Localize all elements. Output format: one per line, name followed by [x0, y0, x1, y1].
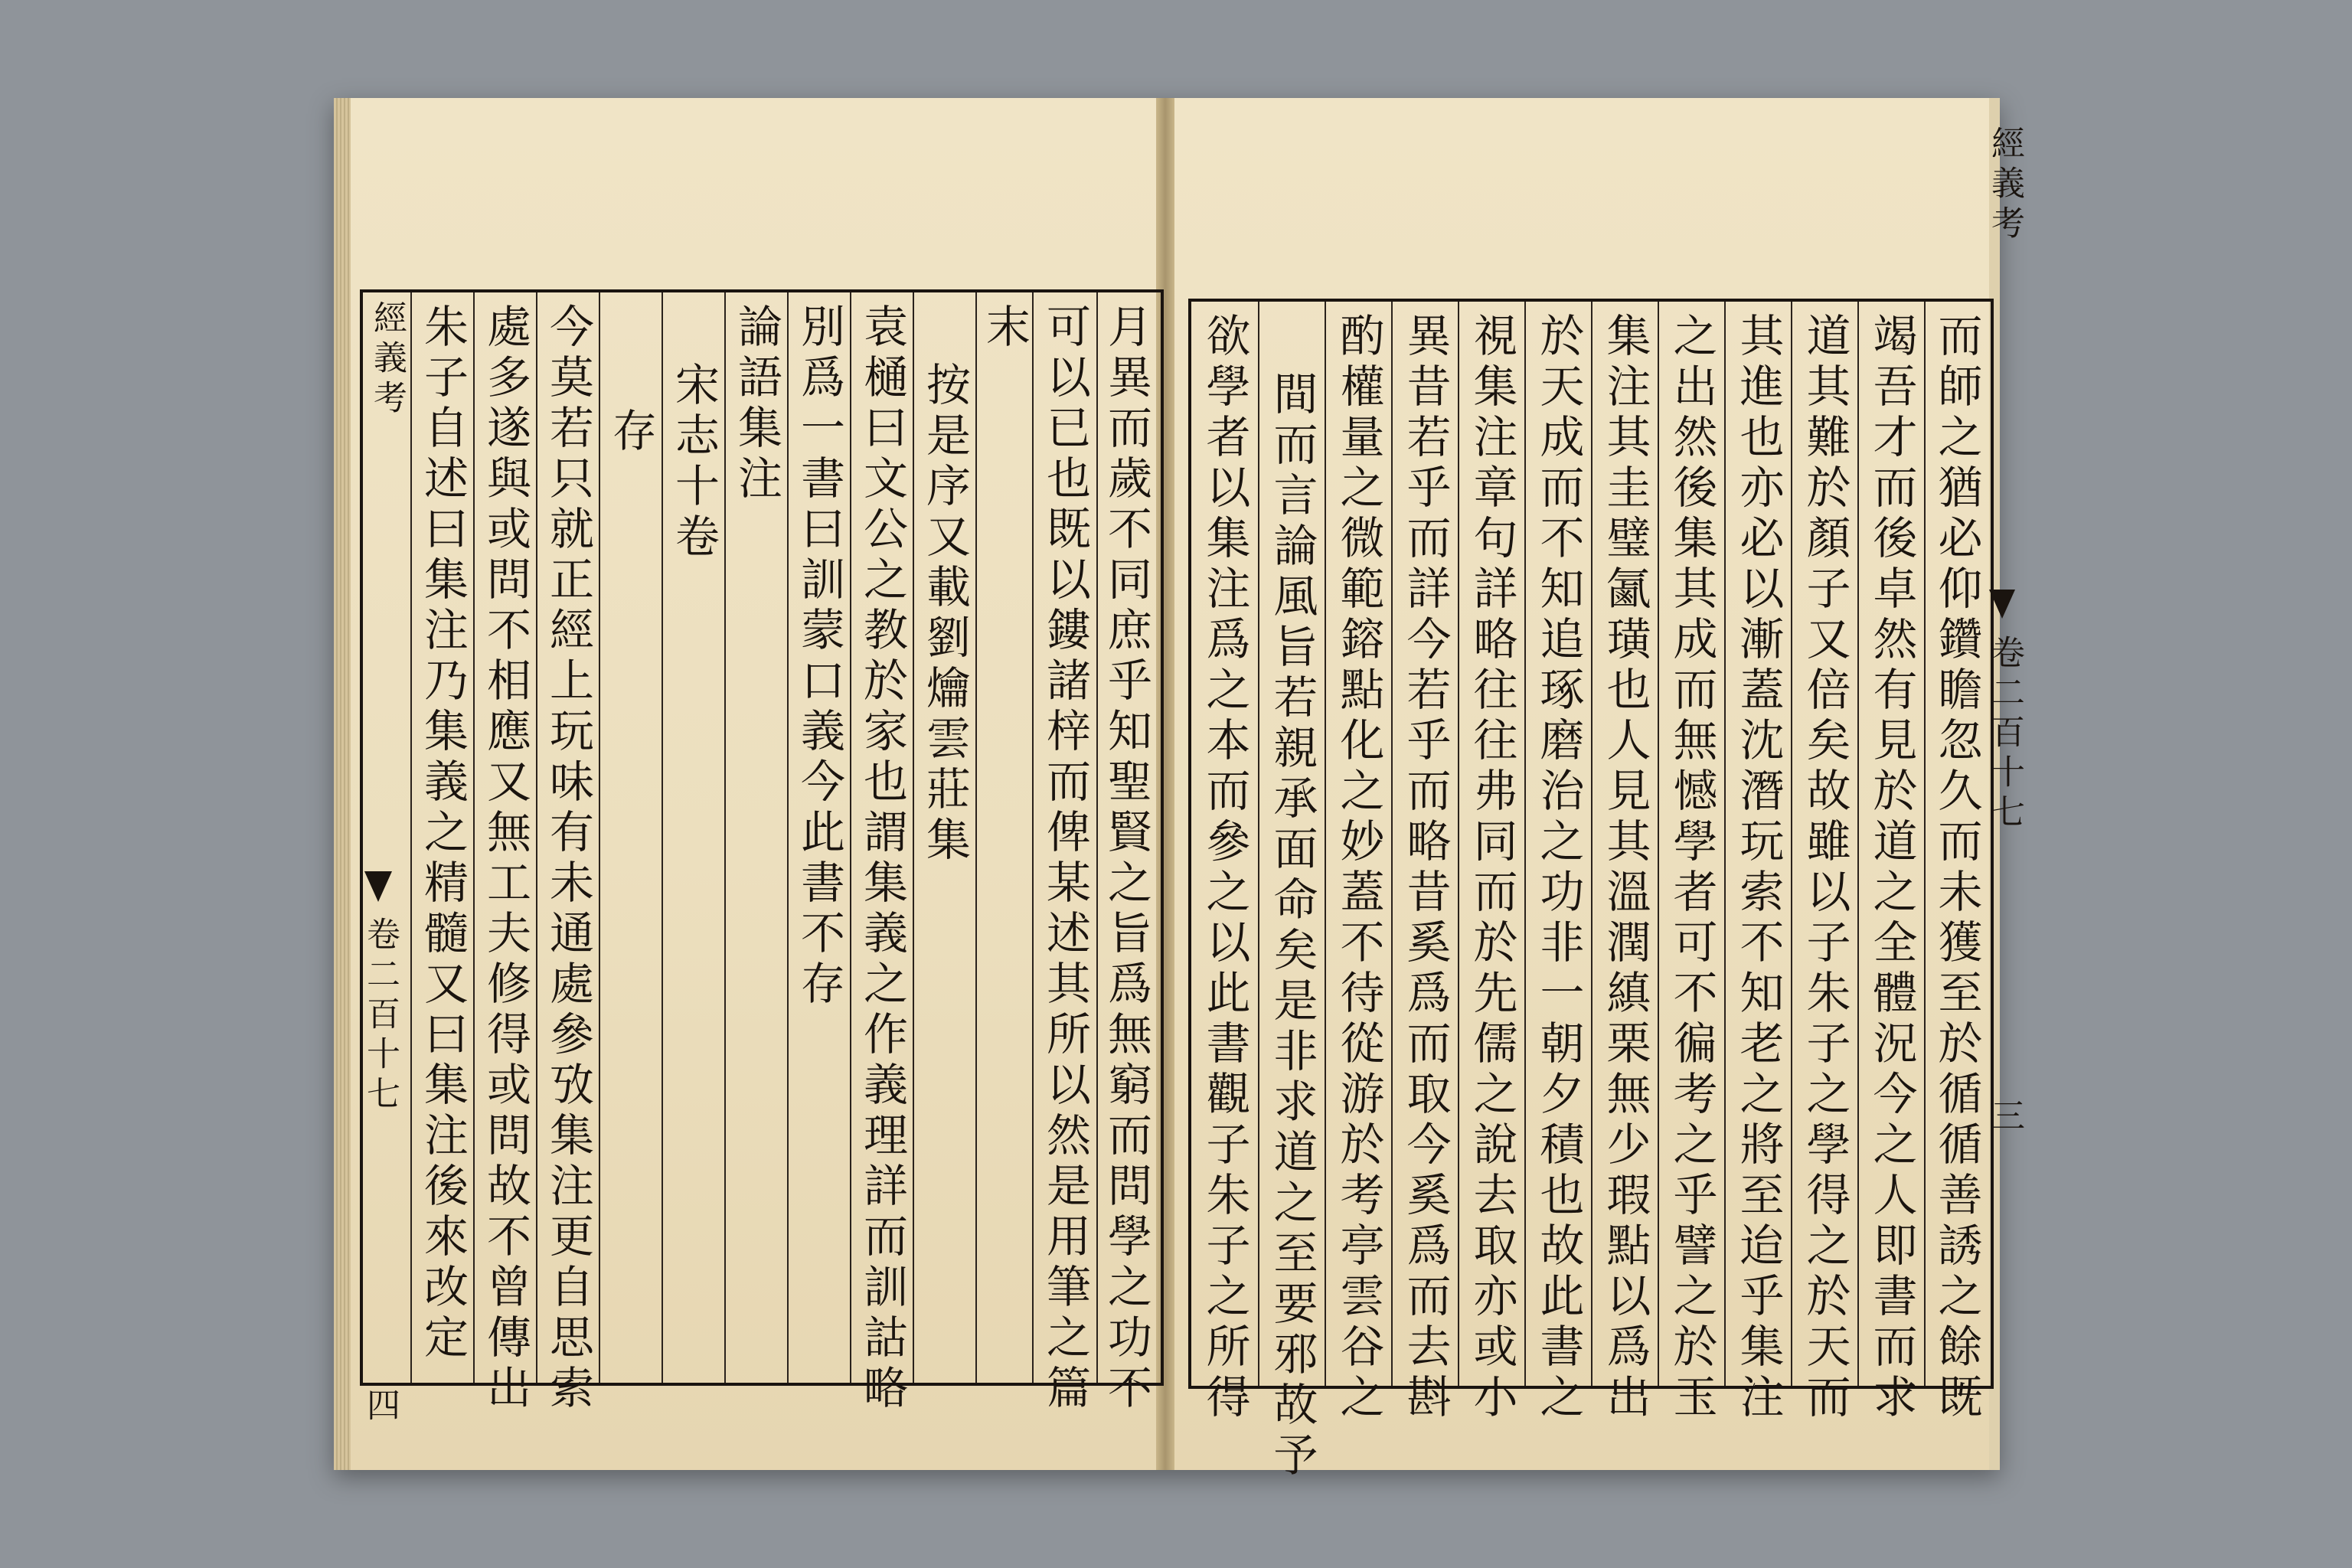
right-col-12: [1191, 302, 1258, 1424]
left-col-10: [975, 292, 1032, 1383]
text-column: 今莫若只就正經上玩味有未通處參攷集注更自思索: [542, 303, 594, 1415]
left-col-9: [913, 292, 975, 1383]
left-col-8: [850, 292, 913, 1415]
text-column: 而師之猶必仰鑽瞻忽久而未獲至於循循善誘之餘既: [1930, 312, 1983, 1424]
text-column: 欲學者以集注爲之本而參之以此書觀子朱子之所得: [1198, 312, 1251, 1424]
page-edges: [334, 98, 351, 1470]
right-text-frame: [1188, 299, 1994, 1482]
text-column: 按是序又載劉爚雲莊集: [919, 361, 971, 867]
left-col-12: [1096, 292, 1155, 1415]
text-column: 月異而歲不同庶乎知聖賢之旨爲無窮而問學之功不: [1100, 303, 1152, 1415]
text-column: 存: [605, 407, 657, 458]
text-column: 於天成而不知追琢磨治之功非一朝夕積也故此書之: [1532, 312, 1585, 1424]
text-column: 酌權量之微範鎔點化之妙蓋不待從游於考亭雲谷之: [1332, 312, 1385, 1424]
right-banxin: [1985, 115, 2024, 1416]
left-col-7: [787, 292, 850, 1383]
right-col-6: [1591, 302, 1658, 1424]
right-col-4: [1724, 302, 1791, 1424]
right-col-5: [1658, 302, 1724, 1424]
left-col-4: [599, 292, 662, 1383]
right-col-1: [1924, 302, 1988, 1424]
banxin-title: 經義考: [368, 300, 407, 420]
left-banxin-marks: [360, 289, 400, 1427]
banxin-juan: 卷二百十七: [361, 916, 400, 1116]
right-col-11: [1258, 302, 1325, 1482]
banxin-page-number: 三: [1985, 1098, 2024, 1138]
text-column: 間而言論風旨若親承面命矣是非求道之至要邪故予: [1266, 371, 1318, 1482]
text-column: 之出然後集其成而無憾學者可不徧考之乎譬之於玉: [1665, 312, 1718, 1424]
banxin-page-number: 四: [361, 1387, 400, 1427]
left-col-3: [536, 292, 599, 1415]
text-column: 論語集注: [730, 303, 782, 505]
left-col-6: [724, 292, 787, 1383]
right-col-2: [1857, 302, 1924, 1424]
text-column: 竭吾才而後卓然有見於道之全體況今之人即書而求: [1865, 312, 1918, 1424]
text-column: 異昔若乎而詳今若乎而略昔奚爲而取今奚爲而去斟: [1399, 312, 1452, 1424]
fish-tail-mark-icon: [364, 871, 392, 902]
right-col-10: [1325, 302, 1391, 1424]
text-column: 袁樋曰文公之教於家也謂集義之作義理詳而訓詁略: [856, 303, 908, 1415]
banxin-title: 經義考: [1985, 126, 2024, 245]
text-column: 可以已也既以鏤諸梓而俾某述其所以然是用筆之篇: [1039, 303, 1091, 1415]
left-col-2: [473, 292, 536, 1415]
text-column: 視集注章句詳略往往弗同而於先儒之說去取亦或小: [1465, 312, 1518, 1424]
text-column: 其進也亦必以漸蓋沈潛玩索不知老之將至迨乎集注: [1732, 312, 1785, 1424]
text-column: 別爲一書曰訓蒙口義今此書不存: [793, 303, 845, 1011]
right-col-8: [1458, 302, 1524, 1424]
text-column: 集注其圭璧㲶璜也人見其溫潤縝栗無少瑕點以爲出: [1599, 312, 1651, 1424]
text-column: 處多遂與或問不相應又無工夫修得或問故不曾傳出: [479, 303, 531, 1415]
left-text-frame: [360, 289, 1164, 1415]
text-column: 末: [978, 303, 1031, 354]
text-column: 朱子自述曰集注乃集義之精髓又曰集注後來改定: [416, 303, 469, 1364]
left-col-11: [1032, 292, 1096, 1415]
text-column: 宋志十卷: [668, 361, 720, 564]
right-col-9: [1391, 302, 1458, 1424]
left-col-1: [410, 292, 473, 1383]
right-col-7: [1524, 302, 1591, 1424]
banxin-juan: 卷二百十七: [1985, 635, 2024, 834]
text-column: 道其難於顏子又倍矣故雖以子朱子之學得之於天而: [1798, 312, 1851, 1424]
fish-tail-mark-icon: [1989, 590, 2015, 619]
right-col-3: [1791, 302, 1857, 1424]
left-col-5: [662, 292, 724, 1383]
